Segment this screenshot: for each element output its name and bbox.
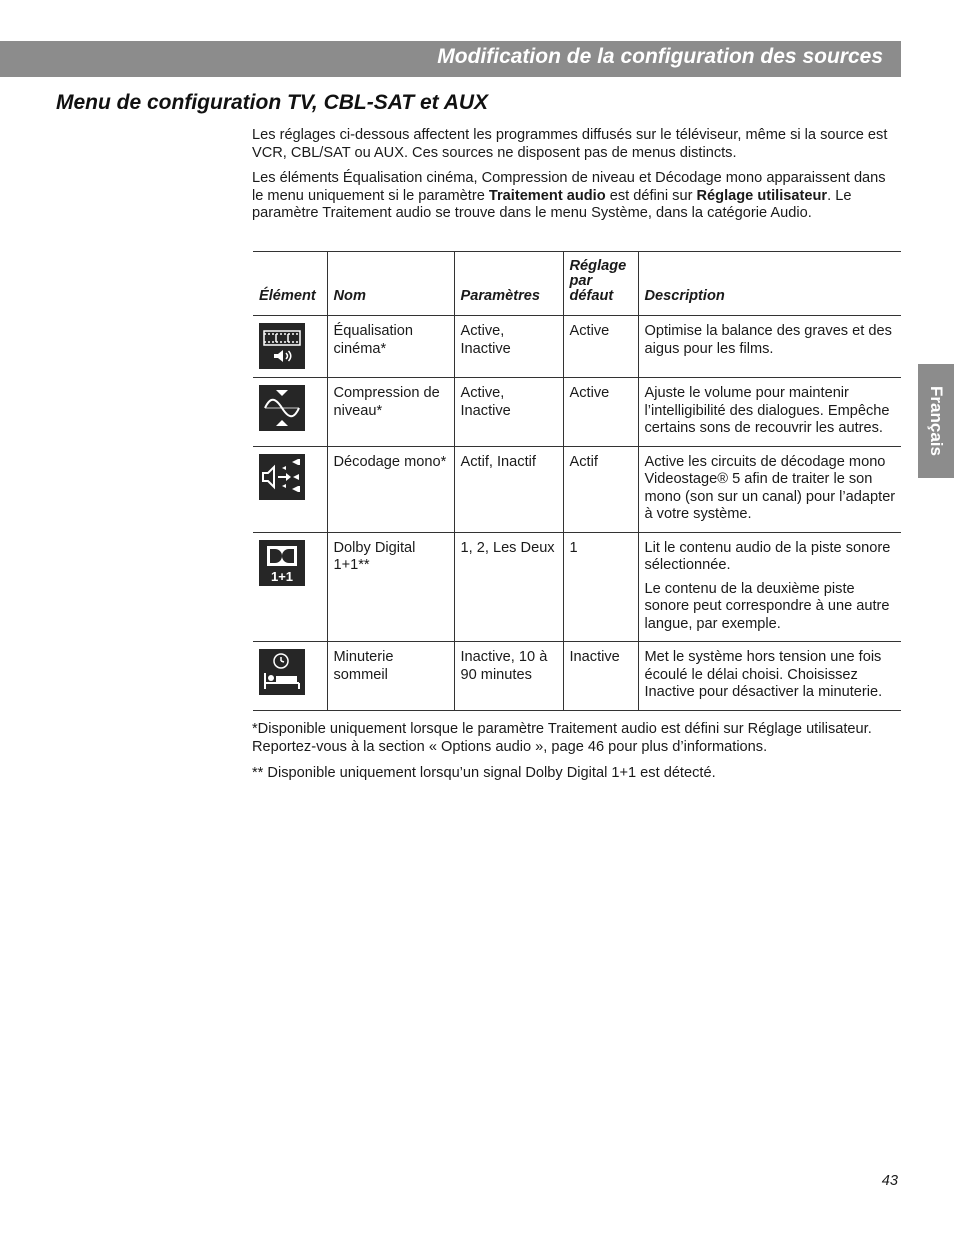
footnote-1: *Disponible uniquement lorsque le paramètre Traitement audio est défini sur Réglage utilisateur. Reportez-vous à la section « Options audio », page 46 pour plus d’informations. <box>252 721 872 755</box>
element-cell <box>253 378 327 447</box>
language-tab-label: Français <box>927 386 946 456</box>
element-cell <box>253 316 327 378</box>
header-defaut: Réglage par défaut <box>563 252 638 316</box>
description-paragraph: Optimise la balance des graves et des aigus pour les films. <box>644 323 892 357</box>
header-parametres: Paramètres <box>454 252 563 316</box>
page-number: 43 <box>881 1173 898 1189</box>
table-row <box>253 316 901 378</box>
dolby-digital-icon <box>259 540 305 586</box>
params-cell: Active, Inactive <box>454 378 563 447</box>
description-paragraph: Met le système hors tension une fois écoulé le délai choisi. Choisissez Inactive pour désactiver la minuterie. <box>644 649 883 700</box>
params-cell: Actif, Inactif <box>454 446 563 532</box>
sleep-timer-icon <box>259 649 305 695</box>
mono-decode-icon <box>259 454 305 500</box>
footnotes <box>252 721 900 792</box>
default-cell: Active <box>563 316 638 378</box>
intro-paragraph-2 <box>252 170 900 223</box>
element-cell <box>253 532 327 642</box>
intro-p2-text-3: . Le paramètre Traitement audio se trouve dans le menu Système, dans la catégorie Audio. <box>252 187 852 221</box>
description-cell <box>638 316 901 378</box>
intro-p2-bold-2: Réglage utilisateur <box>696 187 828 204</box>
default-cell: 1 <box>563 532 638 642</box>
level-compression-icon <box>259 385 305 431</box>
header-bar <box>0 41 901 77</box>
default-cell: Active <box>563 378 638 447</box>
params-cell: Active, Inactive <box>454 316 563 378</box>
table-header-row <box>253 252 901 316</box>
header-nom: Nom <box>327 252 454 316</box>
name-cell: Minuterie sommeil <box>327 642 454 711</box>
language-side-tab <box>918 364 954 478</box>
description-cell <box>638 446 901 532</box>
description-paragraph: Lit le contenu audio de la piste sonore sélectionnée. <box>644 539 891 573</box>
table-row <box>253 642 901 711</box>
description-paragraph: Active les circuits de décodage mono Videostage® 5 afin de traiter le son mono (son sur un canal) pour l’adapter à votre système. <box>644 453 896 522</box>
section-title: Menu de configuration TV, CBL-SAT et AUX <box>56 91 489 114</box>
name-cell: Dolby Digital 1+1** <box>327 532 454 642</box>
default-cell: Inactive <box>563 642 638 711</box>
header-element: Élément <box>253 252 327 316</box>
params-cell: 1, 2, Les Deux <box>454 532 563 642</box>
intro-p2-text-1: Les éléments Équalisation cinéma, Compression de niveau et Décodage mono apparaissent dans le menu uniquement si le paramètre <box>252 170 886 204</box>
table-row <box>253 378 901 447</box>
header-description: Description <box>638 252 901 316</box>
description-cell <box>638 378 901 447</box>
header-title: Modification de la configuration des sources <box>437 45 883 68</box>
description-paragraph: Ajuste le volume pour maintenir l’intelligibilité des dialogues. Empêche certains sons de recouvrir les autres. <box>644 385 890 436</box>
intro-p2-text-2: est défini sur <box>605 187 697 204</box>
name-cell: Compression de niveau* <box>327 378 454 447</box>
element-cell <box>253 642 327 711</box>
element-cell <box>253 446 327 532</box>
name-cell: Décodage mono* <box>327 446 454 532</box>
table-row <box>253 446 901 532</box>
table-row <box>253 532 901 642</box>
settings-table <box>253 251 901 711</box>
description-cell <box>638 532 901 642</box>
name-cell: Équalisation cinéma* <box>327 316 454 378</box>
intro-p2-bold-1: Traitement audio <box>488 187 606 204</box>
default-cell: Actif <box>563 446 638 532</box>
footnote-2: ** Disponible uniquement lorsqu’un signal Dolby Digital 1+1 est détecté. <box>252 765 716 781</box>
dolby-icon-label: 1+1 <box>270 568 294 584</box>
params-cell: Inactive, 10 à 90 minutes <box>454 642 563 711</box>
intro-paragraph-1: Les réglages ci-dessous affectent les programmes diffusés sur le téléviseur, même si la source est VCR, CBL/SAT ou AUX. Ces sources ne disposent pas de menus distincts. <box>252 127 888 161</box>
description-paragraph: Le contenu de la deuxième piste sonore peut correspondre à une autre langue, par exemple. <box>644 580 890 632</box>
intro-text <box>252 127 900 231</box>
cinema-eq-icon <box>259 323 305 369</box>
description-cell <box>638 642 901 711</box>
